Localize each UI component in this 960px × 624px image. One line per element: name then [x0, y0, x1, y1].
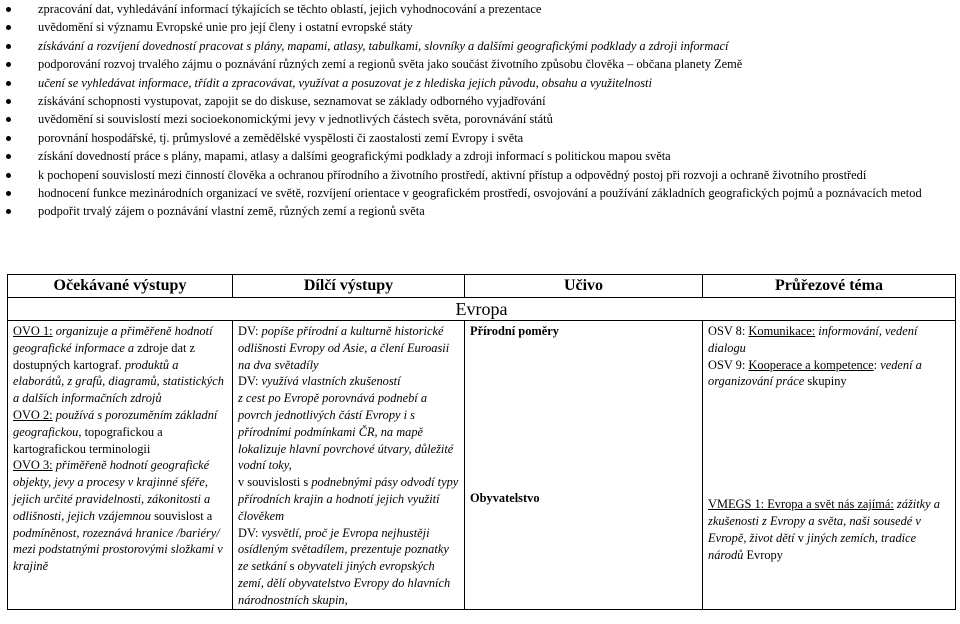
header-cross-curricular: Průřezové téma — [703, 275, 956, 298]
vmegs-text-plain-2: Evropy — [743, 547, 783, 562]
bullet-text: uvědomění si významu Evropské unie pro její členy i ostatní evropské státy — [38, 20, 413, 35]
ovo3-text-2: podmíněnost, rozeznává hranice /bariéry/ mezi podstatnými prostorovými složkami v krajině — [13, 525, 223, 574]
ovo1-text-2: produktů a elaborátů, z grafů, diagramů, statistických a dalších informačních zdrojů — [13, 357, 224, 406]
ovo1-text-plain: zdroje dat z dostupných kartograf. — [13, 340, 196, 372]
bullet-item — [0, 129, 960, 147]
osv9-text-plain: skupiny — [804, 374, 847, 389]
header-expected-outcomes: Očekávané výstupy — [8, 275, 233, 298]
ovo2-text-plain: topografickou a kartografickou terminologii — [13, 424, 163, 456]
ovo3-text: přiměřeně hodnotí geografické objekty, jevy a procesy — [13, 458, 210, 490]
bullet-dot-icon — [6, 7, 11, 12]
cross-spacer — [708, 390, 950, 496]
dv2-text-plain: v souvislosti s — [238, 475, 309, 490]
dv2-label: DV: — [238, 374, 259, 389]
bullet-item — [0, 147, 960, 165]
bullet-text: získávání schopnosti vystupovat, zapojit se do diskuse, seznamovat se základy odborného vyjadřování — [38, 94, 546, 109]
dv2-text: využívá vlastních zkušeností — [258, 374, 401, 389]
bullet-text: k pochopení souvislostí mezi činností člověka a ochranou přírodního a životního prostředí, aktivní přístup a odpovědný postoj při rozvoji a ochraně životního prostředí — [38, 167, 867, 182]
bullet-dot-icon — [6, 99, 11, 104]
curriculum-spacer — [470, 340, 697, 490]
dv3-label: DV: — [238, 525, 259, 540]
bullet-text: podporování rozvoj trvalého zájmu o poznávání různých zemí a regionů světa jako součást životního způsobu člověka – občana planety Země — [38, 57, 743, 72]
bullet-text: hodnocení funkce mezinárodních organizací ve světě, rozvíjení orientace v geografickém prostředí, osvojování a používání základních geografických pojmů a poznávacích metod — [38, 186, 922, 201]
bullet-dot-icon — [6, 117, 11, 122]
bullet-text: získávání a rozvíjení dovedností pracovat s plány, mapami, atlasy, tabulkami, slovníky a dalšími geografickými podklady a zdroji informací — [38, 38, 729, 53]
bullet-dot-icon — [6, 136, 11, 141]
bullet-item — [0, 110, 960, 128]
osv9-topic: Kooperace a kompetence — [748, 357, 874, 372]
osv9-colon: : — [873, 357, 878, 372]
bullet-dot-icon — [6, 209, 11, 214]
curriculum-item-natural-conditions: Přírodní poměry — [470, 324, 559, 338]
bullet-text: porovnání hospodářské, tj. průmyslové a zemědělské vyspělosti či zaostalosti zemí Evropy i světa — [38, 130, 524, 145]
vmegs-text: zážitky a zkušenosti z Evropy a světa, naši sousedé v Evropě, život dětí — [708, 497, 940, 545]
osv9-text: vedení a organizování práce — [708, 357, 922, 389]
bullet-text: podpořit trvalý zájem o poznávání vlastní země, různých zemí a regionů světa — [38, 204, 425, 219]
osv8-text: informování, vedení dialogu — [708, 324, 918, 355]
region-row — [8, 298, 956, 321]
vmegs-text-plain: v — [794, 530, 804, 545]
bullet-dot-icon — [6, 62, 11, 67]
bullet-item — [0, 92, 960, 110]
ovo2-text: používá s porozuměním základní geografickou, — [13, 407, 218, 439]
bullet-dot-icon — [6, 81, 11, 86]
table-row — [8, 321, 956, 610]
osv9-label: OSV 9: — [708, 357, 746, 372]
curriculum-cell — [465, 321, 703, 610]
bullet-item — [0, 37, 960, 55]
bullet-dot-icon — [6, 191, 11, 196]
vmegs-label: VMEGS 1 — [708, 497, 761, 512]
curriculum-table — [7, 274, 956, 610]
bullet-dot-icon — [6, 173, 11, 178]
bullet-dot-icon — [6, 44, 11, 49]
bullet-text: uvědomění si souvislostí mezi socioekonomickými jevy v jednotlivých částech světa, porovnávání států — [38, 112, 553, 127]
ovo3-text-plain-2: souvislost a — [151, 508, 213, 523]
vmegs-text-2: jiných zemích, tradice národů — [708, 530, 917, 562]
bullet-text: zpracování dat, vyhledávání informací týkajících se těchto oblastí, jejich vyhodnocování a prezentace — [38, 2, 542, 16]
osv8-topic: Komunikace: — [748, 324, 816, 338]
ovo1-text: organizuje a přiměřeně hodnotí geografické informace a — [13, 324, 213, 355]
osv8-label: OSV 8: — [708, 324, 746, 338]
ovo3-text-plain: v krajinné sféře, jejich určité pravidelnosti, zákonitosti a odlišnosti, jejich vzájemnou — [13, 475, 211, 523]
expected-outcomes-cell — [8, 321, 233, 610]
bullet-item — [0, 55, 960, 73]
bullet-dot-icon — [6, 25, 11, 30]
bullet-text: získání dovedností práce s plány, mapami, atlasy a dalšími geografickými podklady a zdroji informací s politickou mapou světa — [38, 149, 671, 164]
partial-outcomes-cell — [233, 321, 465, 610]
bullet-item — [0, 166, 960, 184]
table-header-row — [8, 275, 956, 298]
bullet-item — [0, 18, 960, 36]
dv1-label: DV: — [238, 324, 259, 338]
vmegs-topic: : Evropa a svět nás zajímá: — [760, 497, 894, 512]
bullet-item — [0, 184, 960, 202]
ovo2-label: OVO 2: — [13, 407, 53, 422]
dv2-text-2: z cest po Evropě porovnává podnebí a povrch jednotlivých částí Evropy i s přírodními podmínkami ČR, na mapě lokalizuje hlavní povrchové útvary, důležité vodní toky, — [238, 391, 454, 473]
bullet-text: učení se vyhledávat informace, třídit a zpracovávat, využívat a posuzovat je z hlediska jejich původu, obsahu a využitelnosti — [38, 75, 652, 90]
dv2-text-3: podnebnými pásy odvodí typy přírodních krajin a hodnotí jejich využití člověkem — [238, 475, 459, 523]
header-curriculum: Učivo — [465, 275, 703, 298]
bullet-item — [0, 74, 960, 92]
region-title: Evropa — [8, 298, 956, 321]
bullet-item — [0, 202, 960, 220]
curriculum-item-population: Obyvatelstvo — [470, 490, 540, 505]
dv3-text-2: obyvateli jiných evropských zemí, dělí obyvatelstvo Evropy do hlavních národnostních skupin, — [238, 559, 451, 607]
dv1-text: popíše přírodní a kulturně historické odlišnosti Evropy od Asie, a člení Euroasii na dva světadíly — [238, 324, 450, 372]
objectives-bullet-list — [0, 0, 960, 221]
bullet-dot-icon — [6, 154, 11, 159]
header-partial-outcomes: Dílčí výstupy — [233, 275, 465, 298]
dv3-text: vysvětlí, proč je Evropa nejhustěji osídleným světadílem, prezentuje poznatky ze setkání — [238, 525, 449, 574]
dv3-text-plain: s — [286, 559, 295, 574]
cross-curricular-cell — [703, 321, 956, 610]
ovo1-label: OVO 1: — [13, 324, 53, 338]
bullet-item — [0, 0, 960, 18]
ovo3-label: OVO 3: — [13, 458, 53, 473]
